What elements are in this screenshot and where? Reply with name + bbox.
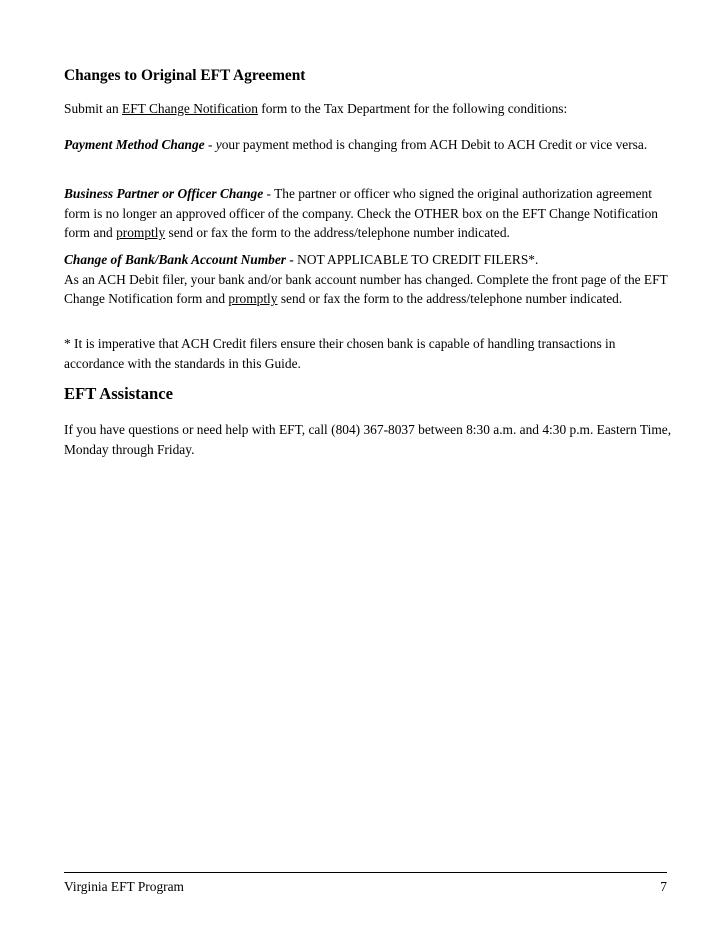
bank-change-label-suffix: NOT APPLICABLE TO CREDIT FILERS*. [293, 252, 539, 267]
footer-program-name: Virginia EFT Program [64, 879, 184, 894]
page-footer [64, 872, 667, 895]
business-partner-text-after: send or fax the form to the address/telephone number indicated. [165, 225, 510, 240]
payment-method-label: Payment Method Change [64, 137, 205, 152]
intro-prefix: Submit an [64, 101, 123, 116]
document-page [64, 0, 674, 942]
business-partner-emphasis: promptly [116, 225, 166, 240]
payment-method-y: y [215, 137, 222, 152]
eft-change-notification-link: EFT Change Notification [122, 101, 258, 116]
page-number: 7 [660, 879, 667, 894]
business-partner-paragraph [64, 184, 674, 243]
payment-method-sep: - [204, 137, 216, 152]
bank-change-text-before: As an ACH Debit filer, your bank and/or bank account number has changed. Complete the front page of the EFT Change Notification form and [64, 271, 668, 306]
bank-change-paragraph [64, 250, 674, 309]
assistance-paragraph: If you have questions or need help with EFT, call (804) 367-8037 between 8:30 a.m. and 4:30 p.m. Eastern Time, Monday through Friday. [64, 422, 672, 457]
business-partner-text-before: - The partner or officer who signed the original authorization agreement form is no longer an approved officer of the company. Check the OTHER box on the EFT Change Notification form and [64, 186, 658, 240]
payment-method-text: our payment method is changing from ACH Debit to ACH Credit or vice versa. [221, 137, 648, 152]
business-partner-label: Business Partner or Officer Change [64, 186, 264, 201]
section-heading-changes: Changes to Original EFT Agreement [64, 67, 306, 84]
payment-method-paragraph [64, 135, 674, 155]
intro-suffix: form to the Tax Department for the following conditions: [257, 101, 568, 116]
section-heading-eft-assistance: EFT Assistance [64, 384, 173, 403]
bank-change-text-after: send or fax the form to the address/telephone number indicated. [277, 291, 623, 306]
bank-change-label: Change of Bank/Bank Account Number - [64, 252, 294, 267]
intro-paragraph [64, 99, 674, 119]
bank-change-emphasis: promptly [228, 291, 278, 306]
footnote-paragraph: * It is imperative that ACH Credit filers ensure their chosen bank is capable of handling transactions in accordance with the standards in this Guide. [64, 336, 616, 371]
